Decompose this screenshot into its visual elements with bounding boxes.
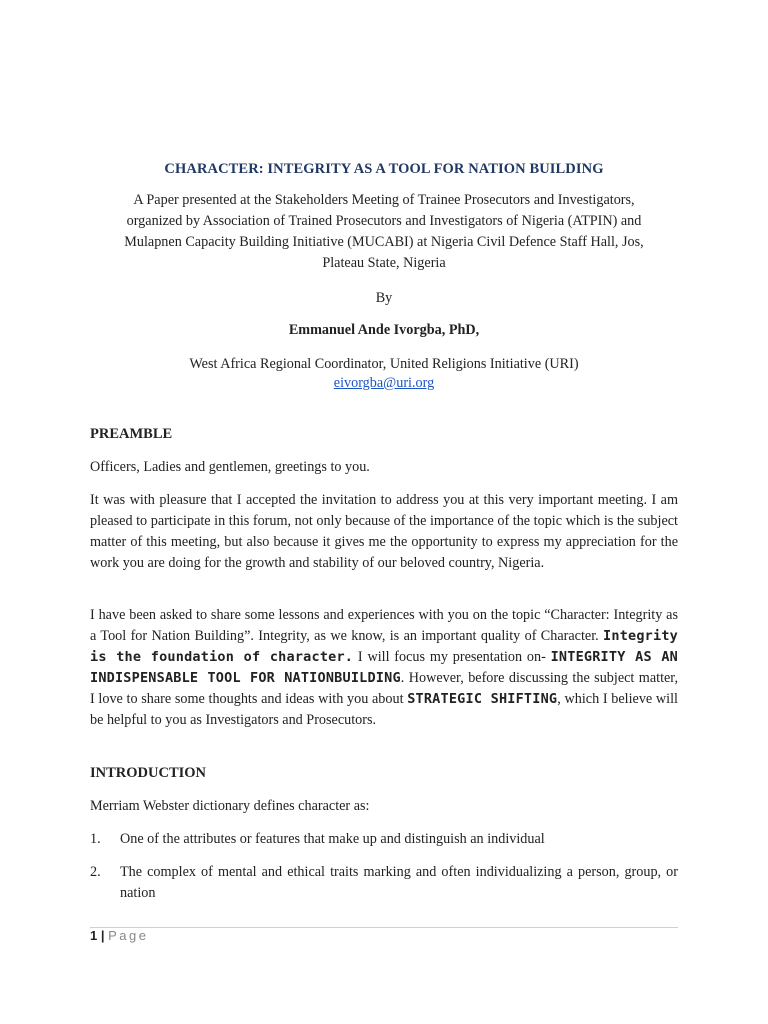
- subtitle-line: A Paper presented at the Stakeholders Meeting of Trainee Prosecutors and Investigators,: [133, 192, 635, 208]
- subtitle-line: Mulapnen Capacity Building Initiative (MUCABI) at Nigeria Civil Defence Staff Hall, Jos,: [124, 234, 644, 250]
- subtitle-line: organized by Association of Trained Prosecutors and Investigators of Nigeria (ATPIN) and: [126, 213, 642, 229]
- emphasis-run: Integrity is the foundation of character.: [90, 628, 678, 665]
- introduction-lead: Merriam Webster dictionary defines character as:: [90, 798, 370, 814]
- preamble-heading: PREAMBLE: [90, 426, 173, 442]
- author-affiliation: West Africa Regional Coordinator, United Religions Initiative (URI): [189, 356, 579, 372]
- definition-list: [90, 829, 678, 904]
- text-run: I have been asked to share some lessons and experiences with you on the topic “Character: Integrity as a Tool for Nation Building”. Integrity, as we know, is an important quality of Character.: [90, 607, 678, 644]
- text-run: , which I believe will be helpful to you as Investigators and Prosecutors.: [90, 691, 678, 728]
- list-item-number: 2.: [90, 864, 101, 880]
- document-title: CHARACTER: INTEGRITY AS A TOOL FOR NATION BUILDING: [164, 161, 604, 177]
- list-item-text: One of the attributes or features that make up and distinguish an individual: [120, 831, 545, 847]
- footer-separator: |: [97, 928, 109, 943]
- subtitle-line: Plateau State, Nigeria: [322, 255, 446, 271]
- list-item-text: The complex of mental and ethical traits marking and often individualizing a person, group, or nation: [120, 864, 678, 901]
- text-run: . However, before discussing the subject matter, I love to share some thoughts and ideas with you about: [90, 670, 679, 707]
- by-line: By: [375, 290, 393, 306]
- footer-divider: [90, 927, 678, 928]
- preamble-greeting: Officers, Ladies and gentlemen, greetings to you.: [90, 459, 370, 475]
- preamble-paragraph-1: It was with pleasure that I accepted the invitation to address you at this very important meeting. I am pleased to participate in this forum, not only because of the importance of the topic which is the subject matter of this meeting, but also because it gives me the opportunity to express my appreciation for the work you are doing for the growth and stability of our beloved country, Nigeria.: [90, 492, 678, 571]
- author-name: Emmanuel Ande Ivorgba, PhD,: [288, 322, 480, 338]
- list-item-number: 1.: [90, 831, 101, 847]
- list-item: [90, 862, 678, 904]
- email-link[interactable]: eivorgba@uri.org: [333, 375, 435, 391]
- text-run: I will focus my presentation on-: [353, 649, 551, 665]
- emphasis-run: STRATEGIC SHIFTING: [407, 691, 558, 707]
- emphasis-run: INTEGRITY AS AN INDISPENSABLE TOOL FOR NATIONBUILDING: [90, 649, 678, 686]
- introduction-heading: INTRODUCTION: [90, 765, 207, 781]
- preamble-paragraph-2: [90, 605, 678, 731]
- document-subtitle: [90, 190, 678, 274]
- list-item: [90, 829, 678, 850]
- author-email: [90, 373, 678, 394]
- page-number: 1: [90, 928, 98, 943]
- page-label: Page: [108, 928, 149, 943]
- page-footer: [90, 928, 148, 943]
